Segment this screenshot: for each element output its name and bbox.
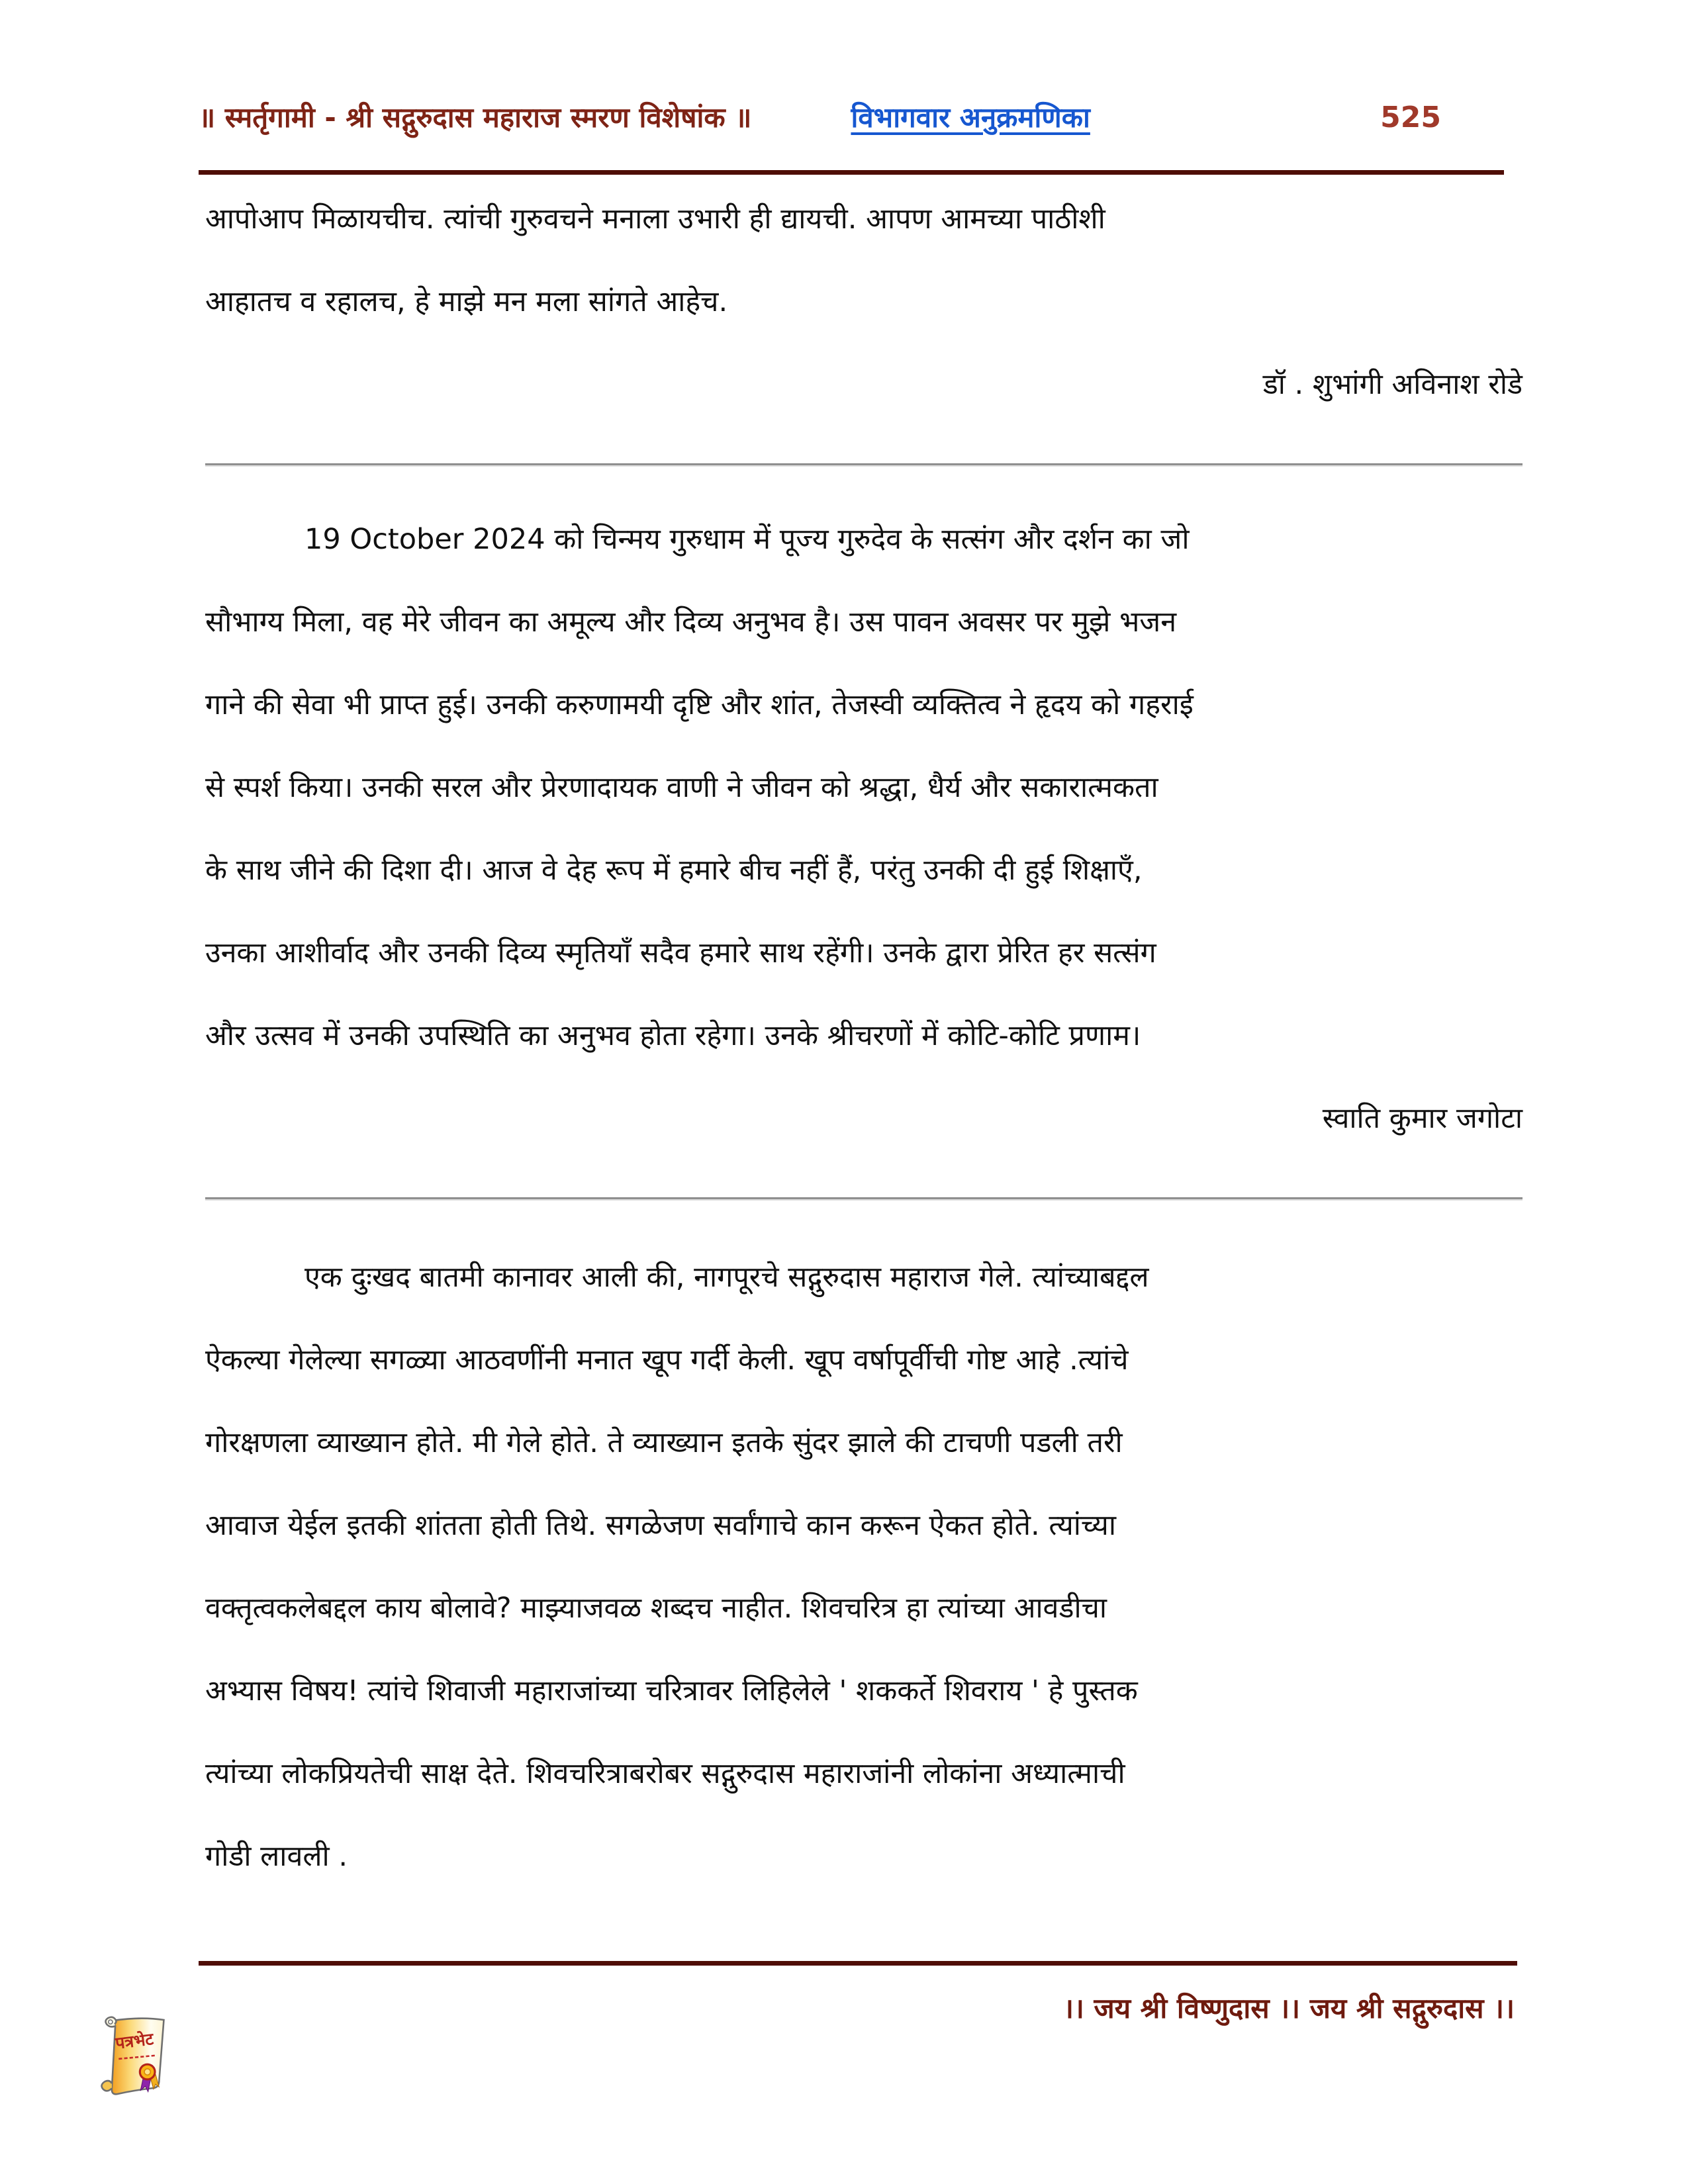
paragraph-line: और उत्सव में उनकी उपस्थिति का अनुभव होता रहेगा। उनके श्रीचरणों में कोटि-कोटि प्रणाम। (205, 1019, 1141, 1052)
page-content (205, 178, 1523, 1898)
paragraph-line: 19 October 2024 को चिन्मय गुरुधाम में पूज्य गुरुदेव के सत्संग और दर्शन का जो (305, 523, 1190, 556)
logo-wordmark: पत्रभेट (114, 2028, 155, 2053)
paragraph-line: एक दुःखद बातमी कानावर आली की, नागपूरचे सद्गुरुदास महाराज गेले. त्यांच्याबद्दल (305, 1261, 1149, 1294)
author-signature: डॉ . शुभांगी अविनाश रोडे (1262, 368, 1523, 401)
paragraph-line: अभ्यास विषय! त्यांचे शिवाजी महाराजांच्या चरित्रावर लिहिलेले ' शककर्ते शिवराय ' हे पुस्तक (205, 1674, 1138, 1707)
patrabhet-scroll-logo-icon (93, 2011, 175, 2110)
footer-blessing: ।। जय श्री विष्णुदास ।। जय श्री सद्गुरुदास ।। (1063, 1992, 1515, 2025)
paragraph-line: आपोआप मिळायचीच. त्यांची गुरुवचने मनाला उभारी ही द्यायची. आपण आमच्या पाठीशी (205, 203, 1105, 236)
paragraph-line: सौभाग्य मिला, वह मेरे जीवन का अमूल्य और दिव्य अनुभव है। उस पावन अवसर पर मुझे भजन (205, 606, 1177, 639)
scroll-bottom-curl (102, 2081, 112, 2091)
footer-rule (199, 1961, 1517, 1966)
author-signature: स्वाति कुमार जगोटा (1322, 1102, 1523, 1135)
paragraph-line: के साथ जीने की दिशा दी। आज वे देह रूप में हमारे बीच नहीं हैं, परंतु उनकी दी हुई शिक्षाएँ, (205, 854, 1143, 887)
section-divider (205, 1197, 1523, 1199)
paragraph-line: आहातच व रहालच, हे माझे मन मला सांगते आहेच. (205, 285, 728, 318)
paragraph-line: त्यांच्या लोकप्रियतेची साक्ष देते. शिवचरित्राबरोबर सद्गुरुदास महाराजांनी लोकांना अध्यात्माची (205, 1757, 1125, 1790)
paragraph-line: गोरक्षणला व्याख्यान होते. मी गेले होते. ते व्याख्यान इतके सुंदर झाले की टाचणी पडली तरी (205, 1426, 1123, 1459)
section-index-link[interactable]: विभागवार अनुक्रमणिका (851, 101, 1090, 134)
publication-title: ॥ स्मर्तृगामी - श्री सद्गुरुदास महाराज स्मरण विशेषांक ॥ (199, 101, 752, 134)
paragraph-line: उनका आशीर्वाद और उनकी दिव्य स्मृतियाँ सदैव हमारे साथ रहेंगी। उनके द्वारा प्रेरित हर सत्संग (205, 936, 1156, 970)
page-number: 525 (1380, 101, 1441, 134)
section-divider (205, 463, 1523, 465)
paragraph-line: ऐकल्या गेलेल्या सगळ्या आठवणींनी मनात खूप गर्दी केली. खूप वर्षापूर्वीची गोष्ट आहे .त्यांचे (205, 1343, 1129, 1377)
paragraph-line: से स्पर्श किया। उनकी सरल और प्रेरणादायक वाणी ने जीवन को श्रद्धा, धैर्य और सकारात्मकता (205, 771, 1158, 804)
paragraph-line: वक्तृत्वकलेबद्दल काय बोलावे? माझ्याजवळ शब्दच नाहीत. शिवचरित्र हा त्यांच्या आवडीचा (205, 1592, 1107, 1625)
paragraph-line: गोडी लावली . (205, 1840, 348, 1873)
paragraph-line: आवाज येईल इतकी शांतता होती तिथे. सगळेजण सर्वांगाचे कान करून ऐकत होते. त्यांच्या (205, 1509, 1117, 1542)
header-rule (199, 170, 1504, 175)
paragraph-line: गाने की सेवा भी प्राप्त हुई। उनकी करुणामयी दृष्टि और शांत, तेजस्वी व्यक्तित्व ने हृदय को गहराई (205, 688, 1194, 721)
page-header (199, 98, 1504, 136)
